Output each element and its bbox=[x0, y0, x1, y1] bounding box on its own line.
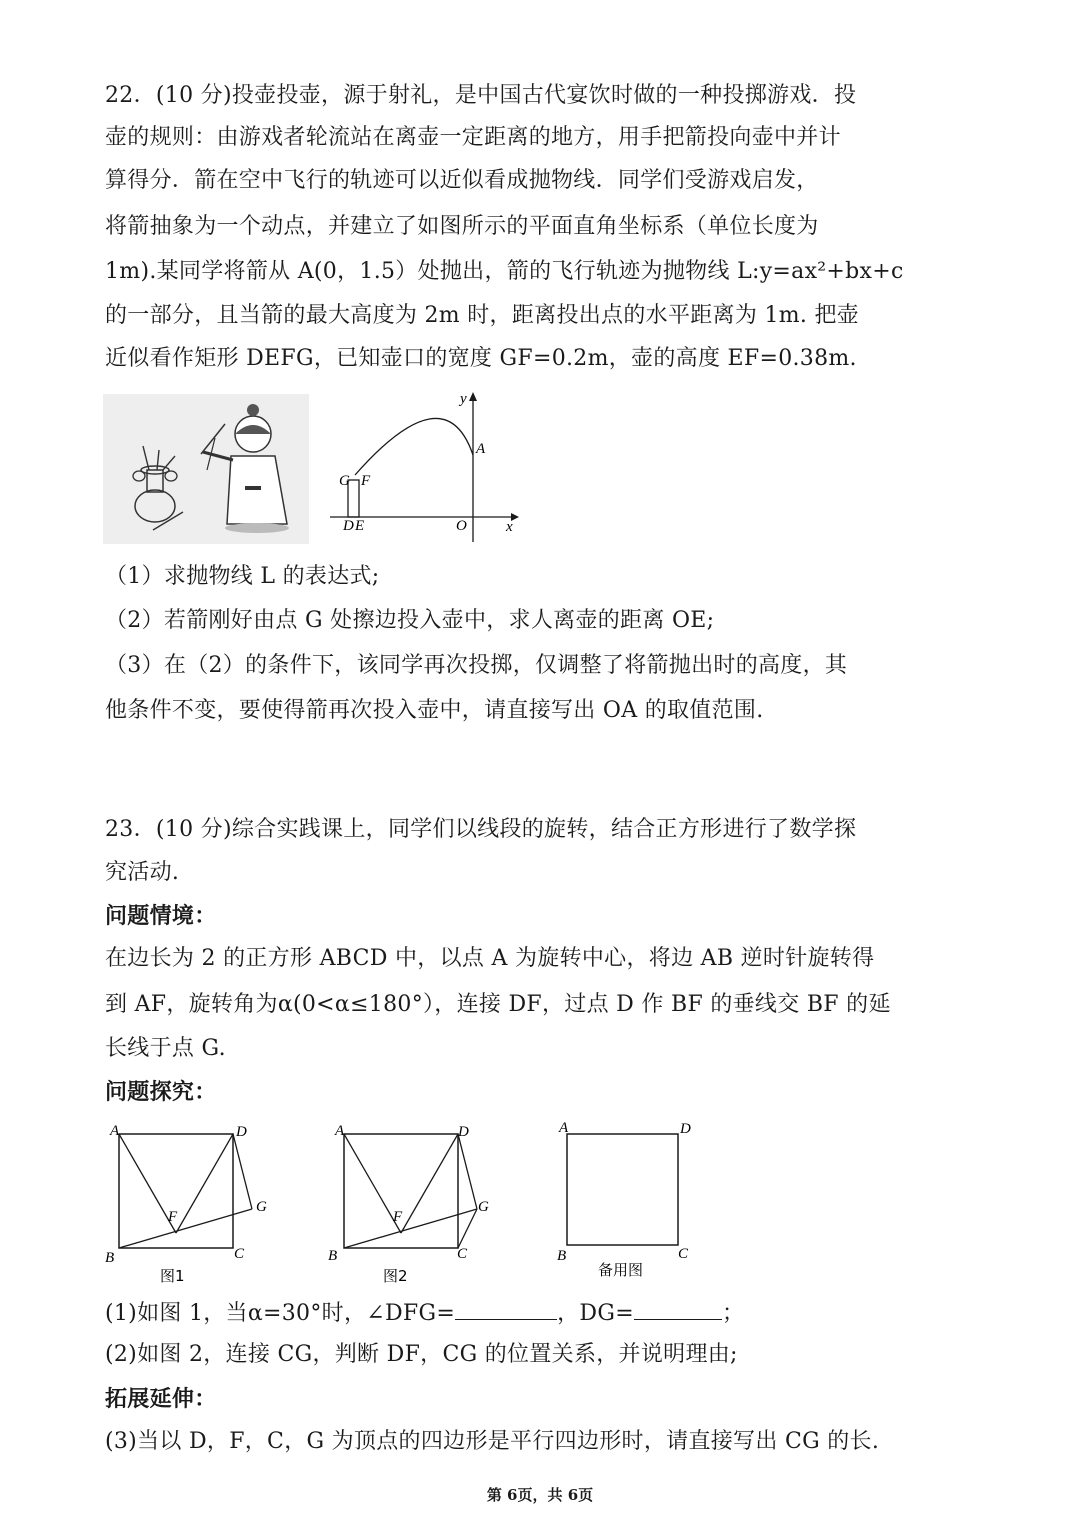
q22-sub-4: 他条件不变，要使得箭再次投入壶中，请直接写出 OA 的取值范围. bbox=[105, 698, 764, 723]
y-label: y bbox=[460, 391, 467, 407]
q23-part-2: (2)如图 2，连接 CG，判断 DF，CG 的位置关系，并说明理由; bbox=[105, 1342, 738, 1367]
q22-line-1: 22．(10 分)投壶投壶，源于射礼，是中国古代宴饮时做的一种投掷游戏．投 bbox=[105, 83, 857, 108]
vertex-a-label: A bbox=[110, 1123, 120, 1139]
segment-bg bbox=[119, 1209, 252, 1248]
q22-line-3: 算得分．箭在空中飞行的轨迹可以近似看成抛物线．同学们受游戏启发， bbox=[105, 168, 819, 193]
figure-2 bbox=[325, 1118, 515, 1288]
segment-cg bbox=[458, 1209, 477, 1248]
answer-blank-dg[interactable] bbox=[634, 1297, 722, 1320]
square-abcd bbox=[567, 1134, 678, 1245]
q22-line-4: 将箭抽象为一个动点，并建立了如图所示的平面直角坐标系（单位长度为 bbox=[105, 214, 819, 239]
q23-part-1-text: (1)如图 1，当α=30°时，∠DFG= bbox=[105, 1301, 456, 1326]
vertex-a-label: A bbox=[559, 1120, 569, 1136]
q23-context-1: 在边长为 2 的正方形 ABCD 中，以点 A 为旋转中心，将边 AB 逆时针旋转得 bbox=[105, 946, 875, 971]
q23-part-1-end: ； bbox=[721, 1301, 745, 1326]
point-a-label: A bbox=[476, 441, 486, 457]
q22-line-2: 壶的规则：由游戏者轮流站在离壶一定距离的地方，用手把箭投向壶中并计 bbox=[105, 125, 841, 150]
pitch-pot-illustration bbox=[103, 394, 309, 544]
q23-part-1-mid: ，DG= bbox=[557, 1301, 634, 1326]
figure-1-caption: 图1 bbox=[160, 1267, 185, 1285]
q22-sub-1: （1）求抛物线 L 的表达式; bbox=[105, 564, 380, 589]
q23-context-3: 长线于点 G. bbox=[105, 1036, 226, 1061]
vertex-c-label: C bbox=[678, 1246, 689, 1262]
segment-bg bbox=[344, 1209, 477, 1248]
point-d-label: D bbox=[343, 518, 354, 534]
y-arrow-icon bbox=[469, 392, 477, 401]
point-g-label: G bbox=[256, 1199, 267, 1215]
parabola-curve bbox=[355, 418, 473, 475]
point-e-label: E bbox=[355, 518, 365, 534]
figure-2-caption: 图2 bbox=[383, 1267, 408, 1285]
q23-context-2: 到 AF，旋转角为α(0<α≤180°），连接 DF，过点 D 作 BF 的垂线交 BF 的延 bbox=[105, 992, 891, 1017]
backup-figure-caption: 备用图 bbox=[598, 1261, 644, 1279]
vertex-b-label: B bbox=[557, 1248, 567, 1264]
q22-line-5: 1m).某同学将箭从 A(0，1.5）处抛出，箭的飞行轨迹为抛物线 L:y=ax²+bx+c bbox=[105, 259, 904, 284]
answer-blank-angle[interactable] bbox=[455, 1297, 557, 1320]
vertex-a-label: A bbox=[335, 1123, 345, 1139]
vertex-d-label: D bbox=[680, 1121, 691, 1137]
pitch-pot-drawing bbox=[103, 394, 309, 544]
point-g-label: G bbox=[478, 1199, 489, 1215]
parabola-graph bbox=[325, 387, 525, 547]
x-label: x bbox=[506, 519, 513, 535]
segment-df bbox=[401, 1134, 458, 1233]
point-f-label: F bbox=[361, 473, 371, 489]
vertex-d-label: D bbox=[236, 1124, 247, 1140]
q22-line-7: 近似看作矩形 DEFG，已知壶口的宽度 GF=0.2m，壶的高度 EF=0.38m. bbox=[105, 346, 857, 371]
figure-1 bbox=[100, 1118, 290, 1288]
segment-df bbox=[176, 1134, 233, 1233]
point-f-label: F bbox=[393, 1209, 403, 1225]
point-g-label: G bbox=[339, 473, 350, 489]
segment-dg bbox=[233, 1134, 252, 1209]
page-footer: 第 6页，共 6页 bbox=[486, 1486, 594, 1504]
q23-part-3: (3)当以 D，F，C，G 为顶点的四边形是平行四边形时，请直接写出 CG 的长. bbox=[105, 1429, 880, 1454]
segment-dg bbox=[458, 1134, 477, 1209]
q22-line-6: 的一部分，且当箭的最大高度为 2m 时，距离投出点的水平距离为 1m. 把壶 bbox=[105, 303, 860, 328]
vertex-d-label: D bbox=[458, 1124, 469, 1140]
origin-label: O bbox=[456, 518, 467, 534]
vertex-c-label: C bbox=[457, 1246, 468, 1262]
point-f-label: F bbox=[168, 1209, 178, 1225]
q23-line-1: 23．(10 分)综合实践课上，同学们以线段的旋转，结合正方形进行了数学探 bbox=[105, 817, 857, 842]
q22-sub-2: （2）若箭刚好由点 G 处擦边投入壶中，求人离壶的距离 OE; bbox=[105, 608, 715, 633]
backup-figure bbox=[550, 1114, 710, 1284]
vertex-b-label: B bbox=[105, 1250, 115, 1266]
q23-heading-extend: 拓展延伸： bbox=[105, 1386, 217, 1412]
q23-heading-explore: 问题探究： bbox=[105, 1079, 217, 1105]
q23-line-2: 究活动. bbox=[105, 860, 180, 885]
vertex-c-label: C bbox=[234, 1246, 245, 1262]
vertex-b-label: B bbox=[328, 1248, 338, 1264]
q23-heading-context: 问题情境： bbox=[105, 903, 217, 929]
q23-part-1 bbox=[105, 1297, 744, 1329]
q22-sub-3: （3）在（2）的条件下，该同学再次投掷，仅调整了将箭抛出时的高度，其 bbox=[105, 653, 848, 678]
